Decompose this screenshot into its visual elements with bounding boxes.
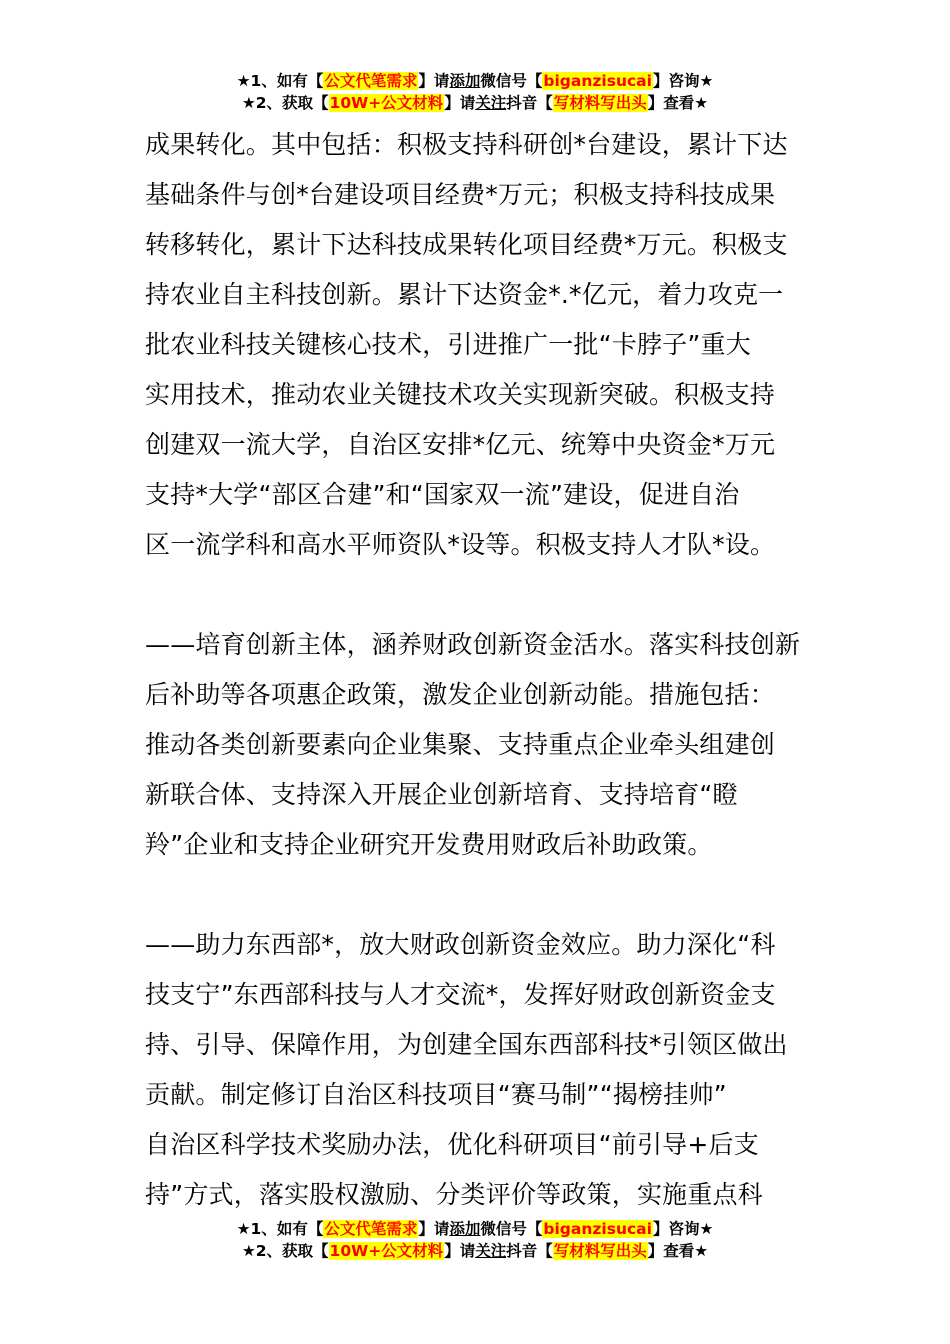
- text-line: 技支宁”东西部科技与人才交流*，发挥好财政创新资金支: [145, 980, 776, 1009]
- header-line-2: [0, 92, 950, 114]
- text-line: 创建双一流大学，自治区安排*亿元、统筹中央资金*万元: [145, 430, 776, 459]
- text-line: ——培育创新主体，涵养财政创新资金活水。落实科技创新: [145, 630, 801, 659]
- text-line: 实用技术，推动农业关键技术攻关实现新突破。积极支持: [145, 380, 776, 409]
- text-line: 持、引导、保障作用，为创建全国东西部科技*引领区做出: [145, 1030, 788, 1059]
- footer-line-1-underline: 添加: [449, 1220, 481, 1238]
- star-icon: ★: [699, 72, 714, 90]
- header-line-2-mid: 】请: [444, 94, 476, 112]
- footer-line-1-suffix: 】咨询: [652, 1220, 700, 1238]
- text-line: 成果转化。其中包括：积极支持科研创*台建设，累计下达: [145, 130, 788, 159]
- text-line: 批农业科技关键核心技术，引进推广一批“卡脖子”重大: [145, 330, 751, 359]
- paragraph-achievement-transfer: [145, 120, 810, 570]
- header-banner: [0, 70, 950, 114]
- footer-line-2-suffix: 】查看: [647, 1242, 695, 1260]
- text-line: ——助力东西部*，放大财政创新资金效应。助力深化“科: [145, 930, 776, 959]
- footer-line-1-mid: 】请: [418, 1220, 450, 1238]
- star-icon: ★: [236, 72, 251, 90]
- paragraph-innovation-subject: [145, 620, 810, 870]
- footer-line-2-mid2: 抖音【: [506, 1242, 553, 1260]
- text-line: 新联合体、支持深入开展企业创新培育、支持培育“瞪: [145, 780, 738, 809]
- header-line-1-suffix: 】咨询: [652, 72, 700, 90]
- header-line-1-mid: 】请: [418, 72, 450, 90]
- text-line: 持农业自主科技创新。累计下达资金*.*亿元，着力攻克一: [145, 280, 784, 309]
- footer-line-1-mid2: 微信号【: [480, 1220, 543, 1238]
- header-line-1-prefix: 1、如有【: [250, 72, 324, 90]
- footer-line-1-highlight-service: 公文代笔需求: [324, 1220, 418, 1238]
- header-line-1-highlight-service: 公文代笔需求: [324, 72, 418, 90]
- footer-line-2-mid: 】请: [444, 1242, 476, 1260]
- header-line-2-suffix: 】查看: [647, 94, 695, 112]
- text-line: 转移转化，累计下达科技成果转化项目经费*万元。积极支: [145, 230, 788, 259]
- header-line-1-mid2: 微信号【: [480, 72, 543, 90]
- text-line: 后补助等各项惠企政策，激发企业创新动能。措施包括：: [145, 680, 776, 709]
- paragraph-spacer: [145, 570, 810, 620]
- footer-banner: [0, 1218, 950, 1262]
- text-line: 支持*大学“部区合建”和“国家双一流”建设，促进自治: [145, 480, 740, 509]
- footer-line-2: [0, 1240, 950, 1262]
- text-line: 区一流学科和高水平师资队*设等。积极支持人才队*设。: [145, 530, 776, 559]
- header-line-1-underline: 添加: [449, 72, 481, 90]
- header-line-2-highlight-materials: 10W+公文材料: [329, 94, 444, 112]
- text-line: 基础条件与创*台建设项目经费*万元；积极支持科技成果: [145, 180, 776, 209]
- star-icon: ★: [694, 1242, 709, 1260]
- star-icon: ★: [241, 94, 256, 112]
- star-icon: ★: [699, 1220, 714, 1238]
- document-body: [145, 120, 810, 1220]
- footer-line-1-highlight-wechat: biganzisucai: [543, 1220, 652, 1238]
- footer-line-1-prefix: 1、如有【: [250, 1220, 324, 1238]
- footer-line-2-prefix: 2、获取【: [255, 1242, 329, 1260]
- footer-line-2-highlight-materials: 10W+公文材料: [329, 1242, 444, 1260]
- header-line-1-highlight-wechat: biganzisucai: [543, 72, 652, 90]
- paragraph-east-west-cooperation: [145, 920, 810, 1220]
- header-line-2-underline: 关注: [475, 94, 507, 112]
- footer-line-1: [0, 1218, 950, 1240]
- text-line: 自治区科学技术奖励办法，优化科研项目“前引导+后支: [145, 1130, 759, 1159]
- footer-line-2-highlight-douyin: 写材料写出头: [553, 1242, 647, 1260]
- header-line-1: [0, 70, 950, 92]
- paragraph-spacer: [145, 870, 810, 920]
- star-icon: ★: [236, 1220, 251, 1238]
- text-line: 羚”企业和支持企业研究开发费用财政后补助政策。: [145, 830, 713, 859]
- text-line: 推动各类创新要素向企业集聚、支持重点企业牵头组建创: [145, 730, 776, 759]
- header-line-2-highlight-douyin: 写材料写出头: [553, 94, 647, 112]
- header-line-2-prefix: 2、获取【: [255, 94, 329, 112]
- star-icon: ★: [241, 1242, 256, 1260]
- footer-line-2-underline: 关注: [475, 1242, 507, 1260]
- text-line: 持”方式，落实股权激励、分类评价等政策，实施重点科: [145, 1180, 763, 1209]
- text-line: 贡献。制定修订自治区科技项目“赛马制”“揭榜挂帅”: [145, 1080, 727, 1109]
- header-line-2-mid2: 抖音【: [506, 94, 553, 112]
- star-icon: ★: [694, 94, 709, 112]
